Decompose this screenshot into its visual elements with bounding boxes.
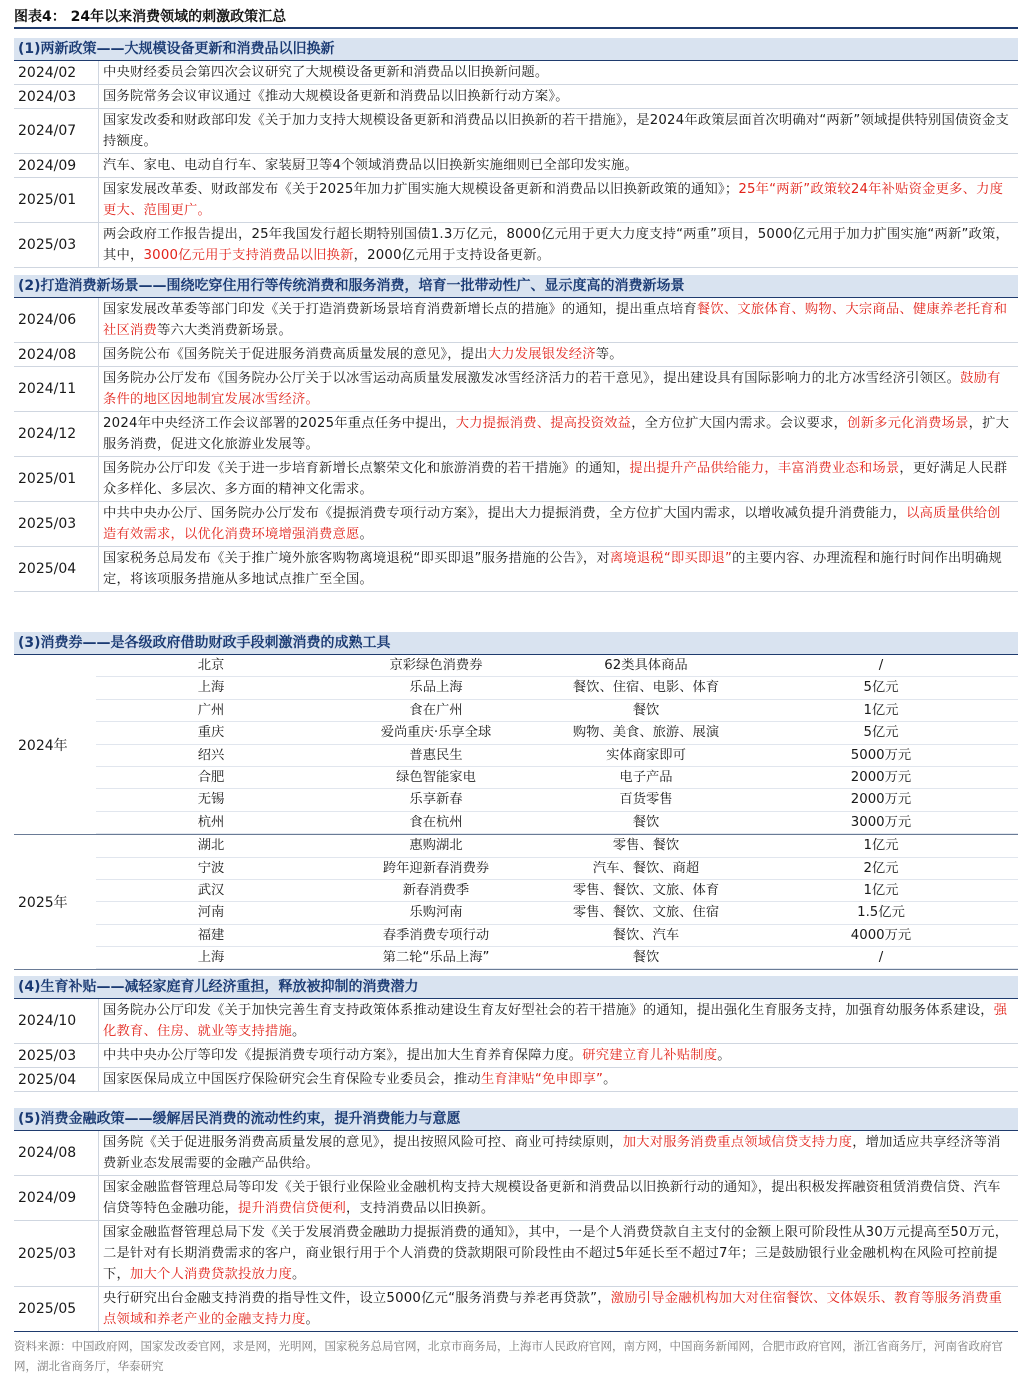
voucher-row [96,925,1018,947]
policy-text [98,412,1018,456]
voucher-row [96,655,1018,677]
policy-text [98,1221,1018,1286]
voucher-scope: 餐饮、住宿、电影、体育 [572,680,720,696]
section-heading: (1)两新政策——大规模设备更新和消费品以旧换新 [14,38,1018,60]
plain-text: 国家发改委和财政部印发《关于加力支持大规模设备更新和消费品以旧换新的若干措施》，是2024年政策层面首次明确对“两新”领域提供特别国债资金支持额度。 [103,113,1009,149]
voucher-year-group [14,655,1018,835]
policy-row [14,1044,1018,1068]
policy-row [14,85,1018,109]
voucher-amount: 1.5亿元 [857,905,905,921]
policy-date: 2024/11 [18,381,77,397]
plain-text: 国家金融监督管理总局等印发《关于银行业保险业金融机构支持大规模设备更新和消费品以旧换新行动的通知》，提出积极发挥融资租赁消费信贷、汽车信贷等特色金融功能， [103,1180,1001,1216]
policy-date: 2025/04 [18,1071,77,1088]
policy-table [14,61,1018,268]
highlight-text: 生育津贴“免申即享” [480,1072,604,1087]
policy-date: 2024/09 [18,157,77,174]
voucher-city: 宁波 [197,860,225,876]
voucher-program: 春季消费专项行动 [382,927,490,943]
section-heading: (4)生育补贴——减轻家庭育儿经济重担，释放被抑制的消费潜力 [14,976,1018,998]
policy-date: 2024/08 [18,346,77,363]
policy-row [14,412,1018,457]
policy-text [98,109,1018,153]
plain-text: 国家税务总局发布《关于推广境外旅客购物离境退税“即买即退”服务措施的公告》，对 [103,551,610,566]
policy-row [14,547,1018,592]
voucher-table [14,655,1018,970]
voucher-year: 2024年 [18,737,68,754]
voucher-city: 无锡 [197,792,225,808]
voucher-scope: 零售、餐饮、文旅、住宿 [572,905,720,921]
highlight-text: 创新多元化消费场景 [847,416,969,431]
plain-text: 。 [603,1072,617,1087]
highlight-text: 研究建立育儿补贴制度 [582,1048,718,1063]
voucher-amount: 1亿元 [863,882,899,898]
voucher-amount: 2000万元 [850,792,912,808]
voucher-scope: 餐饮 [632,814,660,830]
policy-row [14,457,1018,502]
plain-text: 国务院常务会议审议通过《推动大规模设备更新和消费品以旧换新行动方案》。 [103,89,569,104]
policy-date: 2024/07 [18,123,77,139]
plain-text: 中共中央办公厅等印发《提振消费专项行动方案》，提出加大生育养育保障力度。 [103,1048,583,1063]
highlight-text: 提出提升产品供给能力，丰富消费业态和场景 [629,461,900,476]
policy-row [14,343,1018,367]
policy-text [98,298,1018,342]
policy-date: 2024/08 [18,1145,77,1161]
voucher-city: 湖北 [197,838,225,854]
plain-text: 国务院办公厅印发《关于加快完善生育支持政策体系推动建设生育友好型社会的若干措施》的通知，提出强化生育服务支持，加强育幼服务体系建设， [103,1003,994,1018]
voucher-city: 重庆 [197,725,225,741]
policy-date: 2025/03 [18,1245,77,1262]
section-heading: (3)消费券——是各级政府借助财政手段刺激消费的成熟工具 [14,632,1018,654]
plain-text: 央行研究出台金融支持消费的指导性文件，设立5000亿元“服务消费与养老再贷款”， [103,1291,611,1306]
policy-text [98,178,1018,222]
voucher-row [96,789,1018,811]
voucher-program: 普惠民生 [409,747,463,763]
voucher-year: 2025年 [18,895,68,912]
section-consumer-finance [14,1108,1018,1332]
voucher-row [96,858,1018,880]
plain-text: 等。 [595,347,623,362]
plain-text: 国家发展改革委、财政部发布《关于2025年加力扩围实施大规模设备更新和消费品以旧换新政策的通知》； [103,182,739,197]
section-two-new-policy [14,38,1018,268]
voucher-program: 乐购河南 [409,905,463,921]
voucher-scope: 餐饮 [632,950,660,966]
policy-row [14,1221,1018,1287]
policy-date: 2024/12 [18,426,77,442]
voucher-program: 新春消费季 [402,882,470,898]
plain-text: 国家发展改革委等部门印发《关于打造消费新场景培育消费新增长点的措施》的通知，提出重点培育 [103,302,697,317]
policy-text [98,1044,1018,1067]
plain-text: 中央财经委员会第四次会议研究了大规模设备更新和消费品以旧换新问题。 [103,65,549,80]
policy-row [14,154,1018,178]
policy-text [98,61,1018,84]
policy-text [98,343,1018,366]
voucher-city: 上海 [197,950,225,966]
policy-date: 2025/04 [18,561,77,577]
voucher-amount: 4000万元 [850,927,912,943]
voucher-city: 武汉 [197,882,225,898]
policy-row [14,1287,1018,1332]
highlight-text: 加大个人消费贷款投放力度 [130,1267,292,1282]
plain-text: 。 [717,1048,731,1063]
policy-row [14,61,1018,85]
voucher-row [96,947,1018,969]
voucher-amount: 2000万元 [850,769,912,785]
voucher-amount: 1亿元 [863,702,899,718]
voucher-program: 京彩绿色消费券 [389,658,483,673]
voucher-row [96,902,1018,924]
policy-date: 2025/03 [18,237,77,253]
plain-text: ，支持消费品以旧换新。 [345,1201,495,1216]
voucher-program: 食在广州 [409,702,463,718]
plain-text: 2024年中央经济工作会议部署的2025年重点任务中提出， [103,416,456,431]
voucher-amount: 2亿元 [863,860,899,876]
voucher-scope: 百货零售 [619,792,673,808]
policy-text [98,547,1018,591]
policy-text [98,154,1018,177]
voucher-year-group [14,835,1018,970]
policy-date: 2025/01 [18,471,77,487]
section-birth-subsidy [14,976,1018,1092]
voucher-scope: 62类具体商品 [604,658,688,673]
voucher-scope: 购物、美食、旅游、展演 [572,725,720,741]
policy-date: 2025/03 [18,516,77,532]
voucher-amount: 1亿元 [863,838,899,854]
policy-text [98,223,1018,267]
highlight-text: 强化教育、住房、就业等支持措施 [103,1003,1008,1039]
policy-text [98,1068,1018,1091]
voucher-city: 北京 [197,658,225,673]
voucher-scope: 零售、餐饮、文旅、体育 [572,882,720,898]
voucher-city: 合肥 [197,769,225,785]
highlight-text: 大力发展银发经济 [487,347,596,362]
voucher-scope: 餐饮 [632,702,660,718]
voucher-scope: 电子产品 [619,769,673,785]
policy-text [98,999,1018,1043]
figure-title: 图表4： 24年以来消费领域的刺激政策汇总 [14,9,287,25]
section-consumption-vouchers [14,632,1018,970]
highlight-text: 25年“两新”政策较24年补贴资金更多、力度更大、范围更广。 [103,182,1004,218]
plain-text: 等六大类消费新场景。 [157,323,292,338]
plain-text: 。 [291,1024,306,1039]
policy-row [14,502,1018,547]
voucher-city: 广州 [197,702,225,718]
policy-row [14,298,1018,343]
policy-text [98,1287,1018,1331]
voucher-amount: 5000万元 [850,747,912,763]
voucher-city: 福建 [197,927,225,943]
policy-row [14,223,1018,268]
policy-date: 2025/01 [18,192,77,208]
highlight-text: 餐饮、文旅体育、购物、大宗商品、健康养老托育和社区消费 [103,302,1008,338]
policy-row [14,367,1018,412]
voucher-program: 绿色智能家电 [396,769,476,785]
policy-text [98,1131,1018,1175]
plain-text: ，2000亿元用于支持设备更新。 [353,248,551,263]
policy-date: 2024/10 [18,1013,77,1029]
highlight-text: 加大对服务消费重点领域信贷支持力度 [622,1135,853,1150]
policy-row [14,1068,1018,1092]
voucher-program: 乐享新春 [409,792,463,808]
voucher-amount: / [878,658,884,673]
policy-row [14,178,1018,223]
voucher-program: 爱尚重庆·乐享全球 [380,725,492,741]
plain-text: 的主要内容、办理流程和施行时间作出明确规定，将该项服务措施从多地试点推广至全国。 [103,551,1003,587]
highlight-text: 以高质量供给创造有效需求，以优化消费环境增强消费意愿 [103,506,1001,542]
section-heading: (2)打造消费新场景——围绕吃穿住用行等传统消费和服务消费，培育一批带动性广、显示度高的消费新场景 [14,275,1018,297]
voucher-row [96,880,1018,902]
voucher-scope: 汽车、餐饮、商超 [592,860,700,876]
policy-date: 2024/06 [18,312,77,328]
policy-table [14,999,1018,1092]
policy-text [98,367,1018,411]
voucher-row [96,677,1018,699]
policy-date: 2024/02 [18,64,77,81]
voucher-city: 杭州 [197,814,225,830]
plain-text: 国务院办公厅发布《国务院办公厅关于以冰雪运动高质量发展激发冰雪经济活力的若干意见》，提出建设具有国际影响力的北方冰雪经济引领区。 [103,371,961,386]
plain-text: 国务院公布《国务院关于促进服务消费高质量发展的意见》，提出 [103,347,488,362]
highlight-text: 3000亿元用于支持消费品以旧换新 [143,248,354,263]
voucher-scope: 餐饮、汽车 [612,927,680,943]
voucher-city: 绍兴 [197,747,225,763]
voucher-scope: 零售、餐饮 [612,838,680,854]
policy-row [14,1131,1018,1176]
policy-date: 2025/03 [18,1047,77,1064]
plain-text: 国家医保局成立中国医疗保险研究会生育保险专业委员会，推动 [103,1072,481,1087]
voucher-row [96,722,1018,744]
plain-text: ，增加适应共享经济等消费新业态发展需要的金融产品供给。 [103,1135,1001,1171]
section-heading: (5)消费金融政策——缓解居民消费的流动性约束，提升消费能力与意愿 [14,1108,1018,1130]
policy-date: 2025/05 [18,1301,77,1317]
voucher-program: 惠购湖北 [409,838,463,854]
policy-table [14,298,1018,592]
plain-text: 两会政府工作报告提出，25年我国发行超长期特别国债1.3万亿元，8000亿元用于更大力度支持“两重”项目，5000亿元用于加力扩围实施“两新”政策，其中， [103,227,1010,263]
plain-text: ，更好满足人民群众多样化、多层次、多方面的精神文化需求。 [103,461,1008,497]
policy-row [14,109,1018,154]
highlight-text: 鼓励有条件的地区因地制宜发展冰雪经济。 [103,371,1001,407]
section-new-consumption-scenes [14,275,1018,592]
voucher-amount: 5亿元 [863,680,899,696]
plain-text: 。 [291,1267,306,1282]
policy-row [14,999,1018,1044]
plain-text: 国务院办公厅印发《关于进一步培育新增长点繁荣文化和旅游消费的若干措施》的通知， [103,461,630,476]
voucher-city: 河南 [197,905,225,921]
plain-text: ，全方位扩大国内需求。会议要求， [631,416,848,431]
plain-text: 中共中央办公厅、国务院办公厅发布《提振消费专项行动方案》，提出大力提振消费，全方位扩大国内需求，以增收减负提升消费能力， [103,506,907,521]
title-rule [14,27,1018,29]
voucher-program: 乐品上海 [409,680,463,696]
plain-text: 。 [359,527,373,542]
policy-text [98,457,1018,501]
plain-text: 国家金融监督管理总局下发《关于发展消费金融助力提振消费的通知》，其中，一是个人消费贷款自主支付的金额上限可阶段性从30万元提高至50万元，二是针对有长期消费需求的客户，商业银行用于个人消费的贷款期限可阶段性由不超过5年延长至不超过7年；三是鼓励银行业金融机构在风险可控前提下， [103,1225,1009,1282]
voucher-row [96,835,1018,857]
policy-row [14,1176,1018,1221]
voucher-program: 食在杭州 [409,814,463,830]
voucher-amount: 5亿元 [863,725,899,741]
voucher-program: 跨年迎新春消费券 [382,860,490,876]
plain-text: 。 [305,1312,319,1327]
policy-table [14,1131,1018,1332]
plain-text: 国务院《关于促进服务消费高质量发展的意见》，提出按照风险可控、商业可持续原则， [103,1135,623,1150]
highlight-text: 离境退税“即买即退” [609,551,733,566]
highlight-text: 大力提振消费、提高投资效益 [455,416,632,431]
voucher-program: 第二轮“乐品上海” [382,950,490,966]
source-note: 资料来源：中国政府网，国家发改委官网，求是网，光明网，国家税务总局官网，北京市商务局，上海市人民政府官网，南方网，中国商务新闻网，合肥市政府官网，浙江省商务厅，河南省政府官网，湖北省商务厅，华泰研究 [14,1331,1018,1376]
voucher-city: 上海 [197,680,225,696]
voucher-scope: 实体商家即可 [606,747,686,763]
policy-date: 2024/09 [18,1190,77,1206]
voucher-row [96,700,1018,722]
policy-text [98,1176,1018,1220]
voucher-row [96,745,1018,767]
plain-text: ，扩大服务消费，促进文化旅游业发展等。 [103,416,1010,452]
voucher-amount: / [878,950,884,966]
policy-text [98,85,1018,108]
highlight-text: 提升消费信贷便利 [237,1201,346,1216]
voucher-row [96,767,1018,789]
plain-text: 汽车、家电、电动自行车、家装厨卫等4个领域消费品以旧换新实施细则已全部印发实施。 [103,158,639,173]
policy-text [98,502,1018,546]
highlight-text: 激励引导金融机构加大对住宿餐饮、文体娱乐、教育等服务消费重点领域和养老产业的金融支持力度 [103,1291,1003,1327]
policy-date: 2024/03 [18,88,77,105]
voucher-row [96,812,1018,834]
voucher-amount: 3000万元 [850,814,912,830]
